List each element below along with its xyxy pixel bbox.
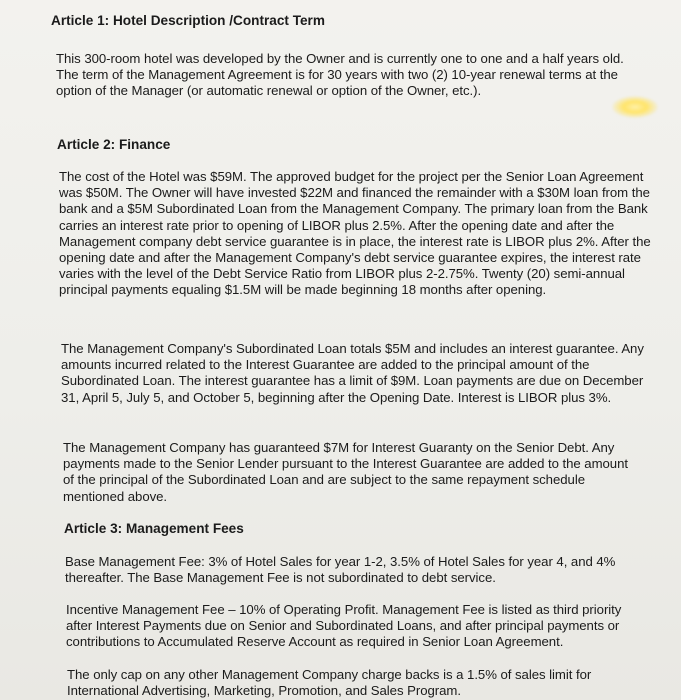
article-3-paragraph-2: Incentive Management Fee – 10% of Operating Profit. Management Fee is listed as third priority after Interest Payments due on Senior and Subordinated Loans, and after principal payments or contributions to Accumulated Reserve Account as required in Senior Loan Agreement. (66, 602, 622, 650)
article-1-paragraph: This 300-room hotel was developed by the Owner and is currently one to one and a half years old. The term of the Management Agreement is for 30 years with two (2) 10-year renewal terms at the option of the Manager (or automatic renewal or option of the Owner, etc.). (56, 51, 624, 99)
article-3-paragraph-3: The only cap on any other Management Company charge backs is a 1.5% of sales limit for International Advertising, Marketing, Promotion, and Sales Program. (67, 667, 592, 699)
article-3-heading: Article 3: Management Fees (64, 521, 244, 536)
article-2-paragraph-2: The Management Company's Subordinated Loan totals $5M and includes an interest guarantee. Any amounts incurred related to the Interest Guarantee are added to the principal amount of the Subordinated Loan. The interest guarantee has a limit of $9M. Loan payments are due on December 31, April 5, July 5, and October 5, beginning after the Opening Date. Interest is LIBOR plus 3%. (61, 341, 644, 405)
article-1-heading: Article 1: Hotel Description /Contract Term (51, 13, 325, 28)
article-3-paragraph-1: Base Management Fee: 3% of Hotel Sales for year 1-2, 3.5% of Hotel Sales for year 4, and 4% thereafter. The Base Management Fee is not subordinated to debt service. (65, 554, 616, 586)
article-2-paragraph-3: The Management Company has guaranteed $7M for Interest Guaranty on the Senior Debt. Any payments made to the Senior Lender pursuant to the Interest Guarantee are added to the amount of the principal of the Subordinated Loan and are subject to the same repayment schedule mentioned above. (63, 440, 628, 504)
article-2-heading: Article 2: Finance (57, 137, 171, 152)
article-2-paragraph-1: The cost of the Hotel was $59M. The approved budget for the project per the Senior Loan Agreement was $50M. The Owner will have invested $22M and financed the remainder with a $30M loan from the bank and a $5M Subordinated Loan from the Management Company. The primary loan from the Bank carries an interest rate prior to opening of LIBOR plus 2.5%. After the opening date and after the Management company debt service guarantee is in place, the interest rate is LIBOR plus 2%. After the opening date and after the Management Company's debt service guarantee expires, the interest rate varies with the level of the Debt Service Ratio from LIBOR plus 2-2.75%. Twenty (20) semi-annual principal payments equaling $1.5M will be made beginning 18 months after opening. (59, 169, 651, 298)
